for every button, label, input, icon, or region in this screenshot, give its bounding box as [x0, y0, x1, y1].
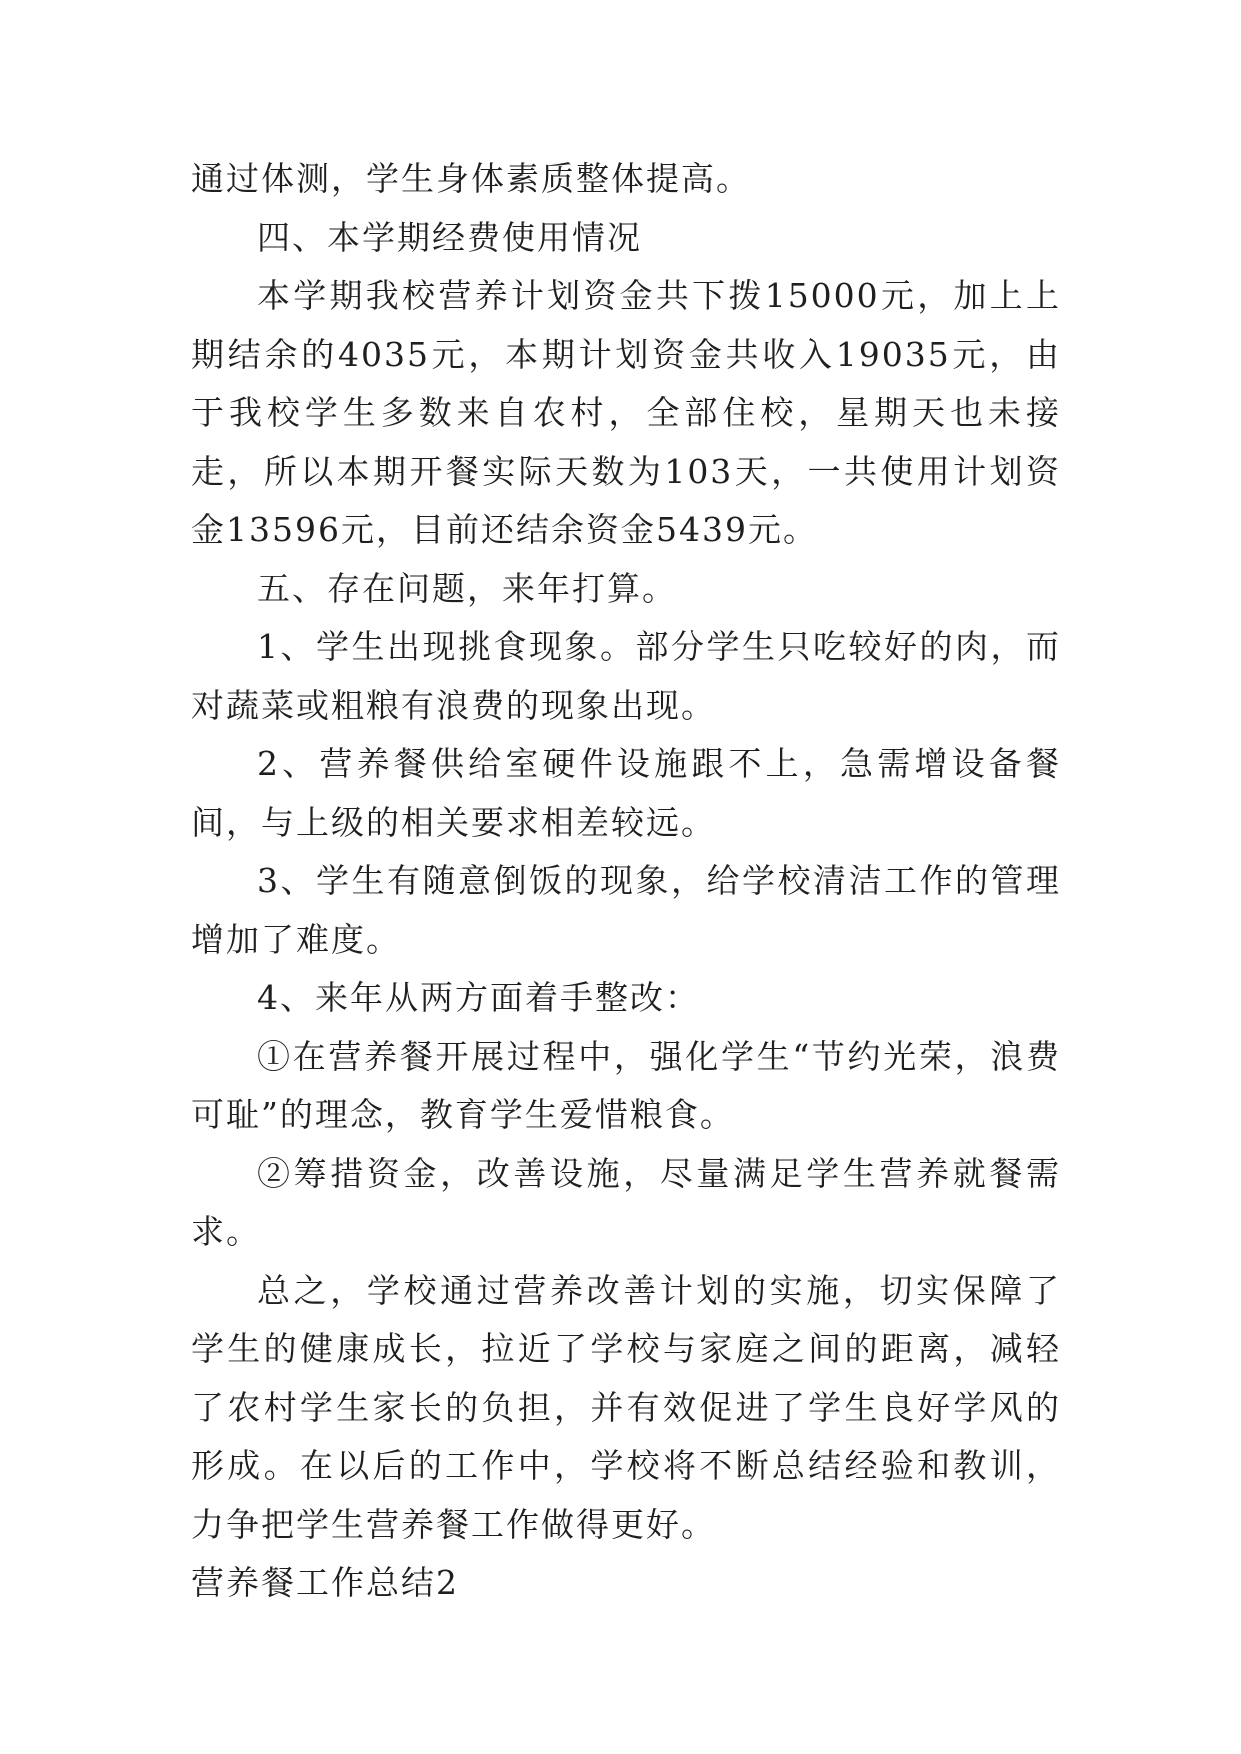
paragraph-problem-1: 1、学生出现挑食现象。部分学生只吃较好的肉，而对蔬菜或粗粮有浪费的现象出现。	[191, 627, 1061, 725]
paragraph-fitness-result: 通过体测，学生身体素质整体提高。	[191, 159, 751, 198]
next-section-title: 营养餐工作总结2	[191, 1563, 459, 1602]
paragraph-plan-2: ②筹措资金，改善设施，尽量满足学生营养就餐需求。	[191, 1153, 1061, 1251]
document-body	[191, 150, 1061, 1613]
section-heading-funding: 四、本学期经费使用情况	[257, 217, 642, 257]
paragraph-plan-intro: 4、来年从两方面着手整改：	[257, 978, 700, 1017]
paragraph-problem-2: 2、营养餐供给室硬件设施跟不上，急需增设备餐间，与上级的相关要求相差较远。	[191, 744, 1061, 842]
paragraph-plan-1: ①在营养餐开展过程中，强化学生“节约光荣，浪费可耻”的理念，教育学生爱惜粮食。	[191, 1036, 1061, 1134]
paragraph-problem-3: 3、学生有随意倒饭的现象，给学校清洁工作的管理增加了难度。	[191, 861, 1061, 959]
paragraph-funding-details: 本学期我校营养计划资金共下拨15000元，加上上期结余的4035元，本期计划资金共收入19035元，由于我校学生多数来自农村，全部住校，星期天也未接走，所以本期开餐实际天数为103天，一共使用计划资金13596元，目前还结余资金5439元。	[191, 276, 1061, 549]
paragraph-conclusion: 总之，学校通过营养改善计划的实施，切实保障了学生的健康成长，拉近了学校与家庭之间的距离，减轻了农村学生家长的负担，并有效促进了学生良好学风的形成。在以后的工作中，学校将不断总结经验和教训，力争把学生营养餐工作做得更好。	[191, 1270, 1061, 1544]
section-heading-problems: 五、存在问题，来年打算。	[257, 568, 677, 608]
